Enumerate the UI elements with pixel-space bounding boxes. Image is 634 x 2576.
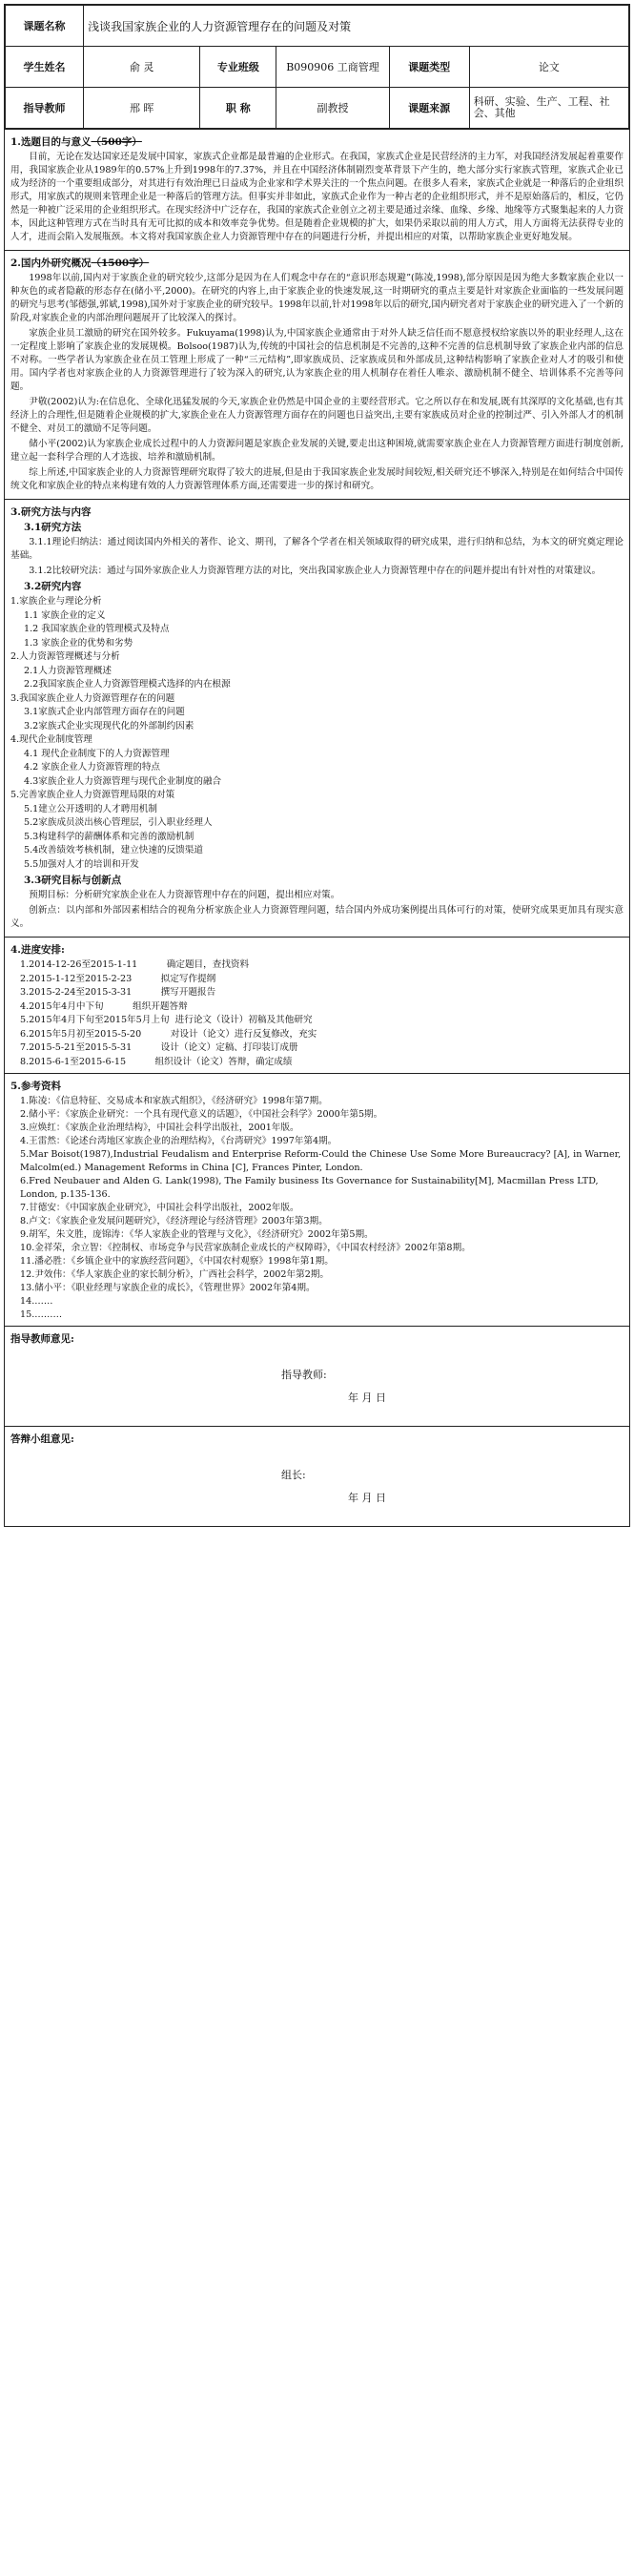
group-opinion-heading: 答辩小组意见: [10,1433,74,1445]
outline-item: 5.完善家族企业人力资源管理局限的对策 [10,790,175,800]
advisor-row [6,88,629,129]
student-name-value: 俞 灵 [84,47,200,88]
section-advisor-opinion [5,1326,629,1426]
schedule-item: 4.2015年4月中下旬 组织开题答辩 [20,1000,188,1012]
section-literature-heading: 2.国内外研究概况（1500字） [10,258,150,269]
group-leader-label: 组长: [281,1469,306,1481]
topic-type-label: 课题类型 [389,47,469,88]
goal-text: 预期目标：分析研究家族企业在人力资源管理中存在的问题，提出相应对策。 [29,890,340,900]
method-1: 3.1.1理论归纳法：通过阅读国内外相关的著作、论文、期刊，了解各个学者在相关领域取得的研究成果，进行归纳和总结，为本文的研究奠定理论基础。 [10,537,624,561]
schedule-item: 7.2015-5-21至2015-5-31 设计（论文）定稿、打印装订成册 [20,1042,298,1053]
outline-item: 2.1人力资源管理概述 [24,665,112,676]
section-references-heading: 5.参考资料 [10,1081,61,1092]
section-schedule [5,937,629,1073]
group-date: 年 月 日 [348,1492,386,1504]
outline-item: 1.3 家族企业的优势和劣势 [24,637,133,649]
topic-source-label: 课题来源 [389,88,469,129]
schedule-item: 1.2014-12-26至2015-1-11 确定题目，查找资料 [20,959,250,970]
header-table [5,5,629,129]
reference-item: 11.潘必胜：《乡镇企业中的家族经营问题》，《中国农村观察》1998年第1期。 [20,1256,334,1267]
reference-item: 12.尹效伟：《华人家族企业的家长制分析》，广西社会科学，2002年第2期。 [20,1269,329,1280]
outline-item: 3.2家族式企业实现现代化的外部制约因素 [24,720,194,732]
schedule-list [10,958,624,1069]
schedule-item: 6.2015年5月初至2015-5-20 对设计（论文）进行反复修改，充实 [20,1028,317,1040]
reference-item: 7.甘德安：《中国家族企业研究》，中国社会科学出版社，2002年版。 [20,1203,299,1213]
outline-item: 5.2家族成员淡出核心管理层，引入职业经理人 [24,817,213,828]
section-methods [5,499,629,937]
title-value: 副教授 [276,88,389,129]
topic-source-value: 科研、实验、生产、工程、社会、其他 [469,88,628,129]
reference-ellipsis: 15.……… [20,1309,63,1320]
outline-item: 1.2 我国家族企业的管理模式及特点 [24,624,170,634]
schedule-item: 3.2015-2-24至2015-3-31 撰写开题报告 [20,987,216,998]
topic-label: 课题名称 [6,6,84,47]
content-outline [10,595,624,872]
reference-item: 8.卢文：《家族企业发展问题研究》，《经济理论与经济管理》2003年第3期。 [20,1216,328,1226]
title-row [6,6,629,47]
schedule-item: 8.2015-6-1至2015-6-15 组织设计（论文）答辩，确定成绩 [20,1056,293,1067]
literature-paragraph-2: 家族企业员工激励的研究在国外较多。Fukuyama(1998)认为,中国家族企业通常由于对外人缺乏信任而不愿意授权给家族以外的职业经理人,这在一定程度上影响了家族企业的发展规模。Bolsoo(1987)认为,传统的中国社会的信息机制是不完善的,这种不完善的信息机制导致了家族企业内部的信息不对称。一些学者认为家族企业在员工管理上形成了一种“三元结构”,即家族成员、泛家族成员和外部成员,这种结构影响了家族企业对人才的吸引和使用。国内学者也对家族企业的人力资源管理进行了较为深入的研究,认为家族企业的用人机制存在着任人唯亲、激励机制不健全、培训体系不完善等问题。 [10,328,624,392]
section-schedule-heading: 4.进度安排: [10,944,65,956]
reference-item: 5.Mar Boisot(1987),Industrial Feudalism and Enterprise Reform-Could the Chinese Use Some More Bureaucracy? [A], in Warner, Malcolm(ed.) Management Reforms in China [C], Frances Pinter, London. [20,1149,622,1173]
outline-item: 2.人力资源管理概述与分析 [10,651,120,662]
reference-item: 2.储小平：《家族企业研究：一个具有现代意义的话题》，《中国社会科学》2000年第5期。 [20,1109,383,1120]
advisor-date: 年 月 日 [348,1391,386,1404]
section-purpose [5,129,629,250]
reference-list [10,1095,624,1309]
literature-paragraph-5: 综上所述,中国家族企业的人力资源管理研究取得了较大的进展,但是由于我国家族企业发展时间较短,相关研究还不够深入,特别是在如何结合中国传统文化和家族企业的特点来构建有效的人力资源管理体系方面,还需要进一步的探讨和研究。 [10,467,624,491]
methods-subheading: 3.1研究方法 [24,522,82,533]
major-class-label: 专业班级 [200,47,276,88]
outline-item: 5.4改善绩效考核机制，建立快速的反馈渠道 [24,845,203,855]
reference-item: 1.陈凌：《信息特征、交易成本和家族式组织》，《经济研究》1998年第7期。 [20,1096,328,1106]
advisor-value: 邢 晖 [84,88,200,129]
section-literature [5,250,629,499]
content-subheading: 3.2研究内容 [24,581,82,592]
reference-item: 6.Fred Neubauer and Alden G. Lank(1998), The Family business Its Governance for Sustainability[M], Macmillan Press LTD, London, p.135-136. [20,1176,599,1200]
outline-item: 3.我国家族企业人力资源管理存在的问题 [10,692,175,704]
advisor-signature-label: 指导教师: [281,1369,327,1381]
outline-item: 4.现代企业制度管理 [10,734,92,745]
goal-subheading: 3.3研究目标与创新点 [24,875,122,886]
outline-item: 1.家族企业与理论分析 [10,596,102,607]
reference-item: 10.金祥荣，余立智：《控制权、市场竞争与民营家族制企业成长的产权障碍》，《中国农村经济》2002年第8期。 [20,1243,471,1253]
purpose-paragraph: 目前，无论在发达国家还是发展中国家，家族式企业都是最普遍的企业形式。在我国，家族式企业是民营经济的主力军，对我国经济发展起着重要作用，我国家族企业从1989年的0.57%上升到1998年的7.37%，并且在中国经济体制剧烈变革背景下产生的，绝大部分实行家族式管理，家族式企业已成为经济的一个重要组成部分，对其进行有效治理已日益成为企业家和学术界关注的一个焦点问题。在很多人看来，家族式企业就是一种落后的企业组织形式，用家族式的规则来管理企业是一种落后的管理方法。但事实并非如此，家族式企业作为一种古老的企业组织形式，并不是原始落后的，相反，它仍然是一种被广泛采用的企业组织形式。在现实经济中广泛存在，我国的家族式企业创立之初主要是通过亲缘、血缘、乡缘、地缘等方式聚集起来的人力资本，因此这种管理方式在当时具有无可比拟的成本和效率竞争优势。但是随着企业规模的扩大，如果仍采取以前的用人方式，用人方面将无法获得专业的人才，进而会陷入发展瓶颈。本文将对我国家族企业人力资源管理中存在的问题进行分析，并提出相应的对策，以帮助家族企业更好地发展。 [10,152,624,242]
method-2: 3.1.2比较研究法：通过与国外家族企业人力资源管理方法的对比，突出我国家族企业人力资源管理中存在的问题并提出有针对性的对策建议。 [29,566,602,576]
student-row [6,47,629,88]
schedule-item: 5.2015年4月下旬至2015年5月上旬 进行论文（设计）初稿及其他研究 [20,1015,313,1025]
outline-item: 4.2 家族企业人力资源管理的特点 [24,762,161,773]
outline-item: 5.3构建科学的薪酬体系和完善的激励机制 [24,831,194,842]
advisor-label: 指导教师 [6,88,84,129]
section-references [5,1073,629,1326]
proposal-form [4,4,630,1527]
title-label: 职 称 [200,88,276,129]
outline-item: 5.1建立公开透明的人才聘用机制 [24,803,157,814]
literature-paragraph-1: 1998年以前,国内对于家族企业的研究较少,这部分是因为在人们观念中存在的“意识形态规避”(陈凌,1998),部分原因是因为绝大多数家族企业以一种灰色的或者隐蔽的形态存在(储小平,2000)。在研究的内容上,由于家族企业的快速发展,这一时期研究的重点主要是针对家族企业面临的一些发展问题的研究与思考(邹德强,郭斌,1998),国外对于家族企业的研究较早。1998年以前,针对1998年以后的研究,国内研究者对于家族企业的研究进入了一个新的阶段,对家族企业的内部治理问题展开了比较深入的探讨。 [10,273,624,323]
outline-item: 5.5加强对人才的培训和开发 [24,858,139,870]
section-purpose-heading: 1.选题目的与意义（500字） [10,136,142,148]
student-name-label: 学生姓名 [6,47,84,88]
outline-item: 2.2我国家族企业人力资源管理模式选择的内在根源 [24,679,231,690]
schedule-item: 2.2015-1-12至2015-2-23 拟定写作提纲 [20,973,216,984]
topic-value: 浅谈我国家族企业的人力资源管理存在的问题及对策 [84,6,629,47]
reference-item: 13.储小平：《职业经理与家族企业的成长》，《管理世界》2002年第4期。 [20,1283,316,1293]
section-group-opinion [5,1426,629,1526]
outline-item: 4.1 现代企业制度下的人力资源管理 [24,748,170,759]
reference-item: 3.应焕红：《家族企业治理结构》，中国社会科学出版社，2001年版。 [20,1123,299,1133]
section-methods-heading: 3.研究方法与内容 [10,506,92,518]
reference-item: 9.胡军，朱文胜，庞锦涛：《华人家族企业的管理与文化》，《经济研究》2002年第5期。 [20,1229,374,1240]
reference-item: 4.王雷然：《论述台湾地区家族企业的治理结构》，《台湾研究》1997年第4期。 [20,1136,337,1146]
outline-item: 1.1 家族企业的定义 [24,609,106,621]
major-class-value: B090906 工商管理 [276,47,389,88]
outline-item: 3.1家族式企业内部管理方面存在的问题 [24,707,185,717]
literature-paragraph-3: 尹敬(2002)认为:在信息化、全球化迅猛发展的今天,家族企业仍然是中国企业的主要经营形式。它之所以存在和发展,既有其深厚的文化基础,也有其经济上的合理性,但是随着企业规模的扩大,家族企业在人力资源管理方面存在的问题也日益突出,主要有家族成员对企业的控制过严、引入外部人才的机制不健全、对员工的激励不足等问题。 [10,397,624,434]
advisor-opinion-heading: 指导教师意见: [10,1333,74,1345]
reference-item: 14.…… [20,1296,53,1307]
outline-item: 4.3家族企业人力资源管理与现代企业制度的融合 [24,775,222,787]
literature-paragraph-4: 储小平(2002)认为家族企业成长过程中的人力资源问题是家族企业发展的关键,要走出这种困境,就需要家族企业在人力资源管理方面进行制度创新,建立起一套科学合理的人才选拔、培养和激励机制。 [10,439,624,463]
innovation-text: 创新点：以内部和外部因素相结合的视角分析家族企业人力资源管理问题，结合国内外成功案例提出具体可行的对策，使研究成果更加具有现实意义。 [10,905,624,929]
topic-type-value: 论文 [469,47,628,88]
